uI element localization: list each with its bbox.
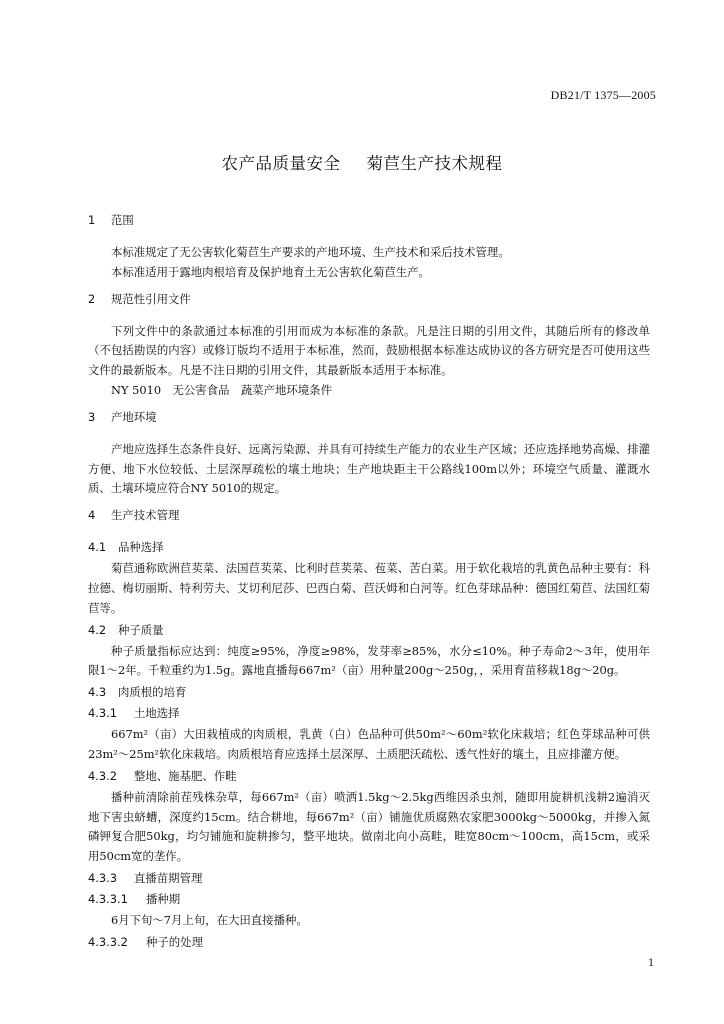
paragraph: 本标准规定了无公害软化菊苣生产要求的产地环境、生产技术和采后技术管理。 xyxy=(111,245,510,259)
paragraph: 菊苣通称欧洲苣荬菜、法国苣荬菜、比利时苣荬菜、苞菜、苦白菜。用于软化栽培的乳黄色品种主要有：科拉德、梅切丽斯、特利劳夫、艾切利尼莎、巴西白菊、苣沃姆和白河等。红色芽球品种：德国红菊苣、法国红菊苣等。 xyxy=(88,561,650,615)
subsection-title: 种子质量 xyxy=(118,622,164,637)
section-2 xyxy=(88,291,650,401)
paragraph: 6月下旬～7月上旬，在大田直接播种。 xyxy=(111,912,308,927)
subsection-heading xyxy=(88,621,650,640)
subsection-heading xyxy=(88,704,650,723)
subsection-heading xyxy=(88,767,650,786)
subsection-title: 播种期 xyxy=(146,891,181,906)
section-1 xyxy=(88,212,650,283)
section-3 xyxy=(88,409,650,499)
page-number: 1 xyxy=(648,955,654,969)
section-number: 3 xyxy=(88,409,96,424)
section-heading xyxy=(88,291,650,308)
section-number: 4 xyxy=(88,508,96,523)
title-part-2: 菊苣生产技术规程 xyxy=(366,154,503,173)
paragraph: 播种前清除前茬残株杂草，每667m²（亩）喷洒1.5kg～2.5kg西维因杀虫剂，随即用旋耕机浅耕2遍消灭地下害虫蛴螬，深度约15cm。结合耕地，每667m²（亩）铺施优质腐熟农家肥3000kg～5000kg，并掺入氮磷钾复合肥50kg，均匀铺施和旋耕掺匀，整平地块。做南北向小高畦，畦宽80cm～100cm，高15cm，或采用50cm宽的垄作。 xyxy=(88,789,650,864)
subsection-title: 整地、施基肥、作畦 xyxy=(134,768,237,783)
paragraph: 667m²（亩）大田栽植成的肉质根，乳黄（白）色品种可供50m²～60m²软化床栽培；红色芽球品种可供23m²～25m²软化床栽培。肉质根培育应选择土层深厚、土质肥沃疏松、透气性好的壤土，且应排灌方便。 xyxy=(88,727,650,761)
document-body xyxy=(88,212,650,954)
subsection-heading xyxy=(88,683,650,702)
subsection-number: 4.3.3.2 xyxy=(88,934,128,949)
reference-item: NY 5010 无公害食品 蔬菜产地环境条件 xyxy=(111,382,332,397)
subsection-title: 品种选择 xyxy=(118,540,164,555)
section-number: 2 xyxy=(88,291,96,306)
paragraph: 种子质量指标应达到：纯度≥95%，净度≥98%，发芽率≥85%，水分≤10%。种子寿命2～3年，使用年限1～2年。千粒重约为1.5g。露地直播每667m²（亩）用种量200g～250g，，采用育苗移栽18g～20g。 xyxy=(88,643,650,678)
document-title xyxy=(0,150,724,174)
section-title: 规范性引用文件 xyxy=(111,291,191,306)
standard-code: DB21/T 1375—2005 xyxy=(550,88,656,102)
subsection-heading xyxy=(88,869,650,888)
subsection-title: 土地选择 xyxy=(134,706,180,721)
section-title: 范围 xyxy=(111,213,134,227)
section-heading xyxy=(88,212,650,229)
section-number: 1 xyxy=(88,213,96,227)
subsection-number: 4.3.3.1 xyxy=(88,891,128,906)
subsection-number: 4.3.2 xyxy=(88,768,117,783)
subsection-title: 肉质根的培育 xyxy=(118,685,187,700)
section-title: 产地环境 xyxy=(111,409,157,424)
subsection-heading xyxy=(88,933,650,952)
subsection-heading xyxy=(88,890,650,909)
section-heading xyxy=(88,409,650,426)
paragraph: 本标准适用于露地肉根培育及保护地育土无公害软化菊苣生产。 xyxy=(111,264,430,279)
subsection-number: 4.1 xyxy=(88,540,107,555)
subsection-number: 4.3.3 xyxy=(88,870,117,885)
subsection-number: 4.3.1 xyxy=(88,706,117,721)
subsection-number: 4.2 xyxy=(88,622,107,637)
section-4 xyxy=(88,507,650,952)
subsection-title: 直播苗期管理 xyxy=(134,870,203,885)
paragraph: 下列文件中的条款通过本标准的引用而成为本标准的条款。凡是注日期的引用文件，其随后所有的修改单（不包括勘误的内容）或修订版均不适用于本标准，然而，鼓励根据本标准达成协议的各方研究是否可使用这些文件的最新版本。凡是不注日期的引用文件，其最新版本适用于本标准。 xyxy=(88,323,650,378)
subsection-title: 种子的处理 xyxy=(146,934,203,949)
title-part-1: 农产品质量安全 xyxy=(221,154,341,173)
paragraph: 产地应选择生态条件良好、远离污染源、并具有可持续生产能力的农业生产区域；还应选择地势高燥、排灌方便、地下水位较低、土层深厚疏松的壤土地块；生产地块距主干公路线100m以外；环境空气质量、灌溉水质、土壤环境应符合NY 5010的规定。 xyxy=(88,441,650,496)
section-title: 生产技术管理 xyxy=(111,508,180,523)
subsection-number: 4.3 xyxy=(88,685,107,700)
section-heading xyxy=(88,507,650,524)
subsection-heading xyxy=(88,538,650,557)
